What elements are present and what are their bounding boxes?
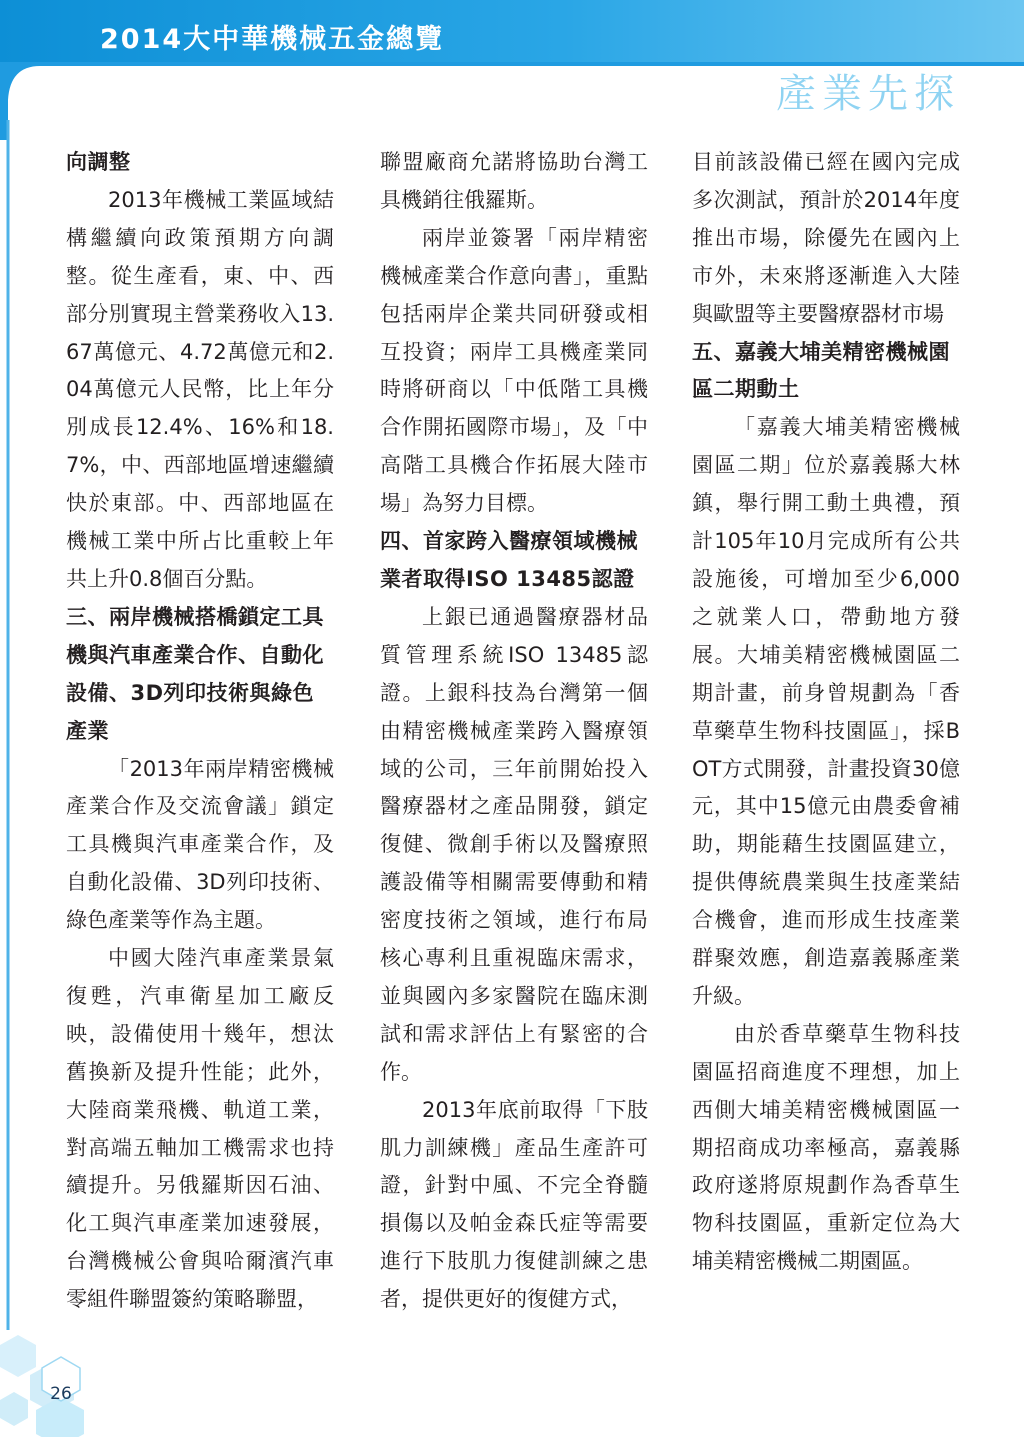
paragraph-continued: 目前該設備已經在國內完成多次測試，預計於2014年度推出市場，除優先在國內上市外，未來將逐漸進入大陸與歐盟等主要醫療器材市場 [692,150,960,326]
paragraph: 2013年底前取得「下肢肌力訓練機」產品生產許可證，針對中風、不完全脊髓損傷以及帕金森氏症等需要進行下肢肌力復健訓練之患者，提供更好的復健方式， [380,1097,648,1312]
text-column-2 [380,144,648,1319]
section-heading: 三、兩岸機械搭橋鎖定工具機與汽車產業合作、自動化設備、3D列印技術與綠色產業 [66,604,324,743]
paragraph: 上銀已通過醫療器材品質管理系統ISO 13485認證。上銀科技為台灣第一個由精密機械產業跨入醫療領域的公司，三年前開始投入醫療器材之產品開發，鎖定復健、微創手術以及醫療照護設備等相關需要傳動和精密度技術之領域，進行布局核心專利且重視臨床需求，並與國內多家醫院在臨床測試和需求評估上有緊密的合作。 [380,604,648,1084]
text-column-3 [692,144,960,1281]
paragraph: 「2013年兩岸精密機械產業合作及交流會議」鎖定工具機與汽車產業合作，及自動化設備、3D列印技術、綠色產業等作為主題。 [66,756,334,933]
section-heading: 向調整 [66,150,131,174]
paragraph: 中國大陸汽車產業景氣復甦，汽車衛星加工廠反映，設備使用十幾年，想汰舊換新及提升性能；此外，大陸商業飛機、軌道工業，對高端五軸加工機需求也持續提升。另俄羅斯因石油、化工與汽車產業加速發展，台灣機械公會與哈爾濱汽車零組件聯盟簽約策略聯盟， [66,946,334,1312]
paragraph: 「嘉義大埔美精密機械園區二期」位於嘉義縣大林鎮，舉行開工動土典禮，預計105年10月完成所有公共設施後，可增加至少6,000之就業人口，帶動地方發展。大埔美精密機械園區二期計畫，前身曾規劃為「香草藥草生物科技園區」，採BOT方式開發，計畫投資30億元，其中15億元由農委會補助，期能藉生技園區建立，提供傳統農業與生技產業結合機會，進而形成生技產業群聚效應，創造嘉義縣產業升級。 [692,415,960,1008]
text-column-1 [66,144,334,1319]
paragraph: 兩岸並簽署「兩岸精密機械產業合作意向書」，重點包括兩岸企業共同研發或相互投資；兩岸工具機產業同時將研商以「中低階工具機合作開拓國際市場」，及「中高階工具機合作拓展大陸市場」為努力目標。 [380,225,648,516]
paragraph-continued: 聯盟廠商允諾將協助台灣工具機銷往俄羅斯。 [380,150,648,212]
section-heading: 四、首家跨入醫療領域機械業者取得ISO 13485認證 [380,529,638,591]
paragraph: 由於香草藥草生物科技園區招商進度不理想，加上西側大埔美精密機械園區一期招商成功率極高，嘉義縣政府遂將原規劃作為香草生物科技園區，重新定位為大埔美精密機械二期園區。 [692,1021,960,1274]
page-number: 26 [50,1384,72,1404]
paragraph: 2013年機械工業區域結構繼續向政策預期方向調整。從生產看，東、中、西部分別實現主營業務收入13.67萬億元、4.72萬億元和2.04萬億元人民幣，比上年分別成長12.4%、16%和18.7%，中、西部地區增速繼續快於東部。中、西部地區在機械工業中所占比重較上年共上升0.8個百分點。 [66,187,334,591]
section-label: 產業先探 [776,71,960,117]
section-heading: 五、嘉義大埔美精密機械園區二期動土 [692,339,950,402]
publication-title: 2014大中華機械五金總覽 [100,24,445,55]
